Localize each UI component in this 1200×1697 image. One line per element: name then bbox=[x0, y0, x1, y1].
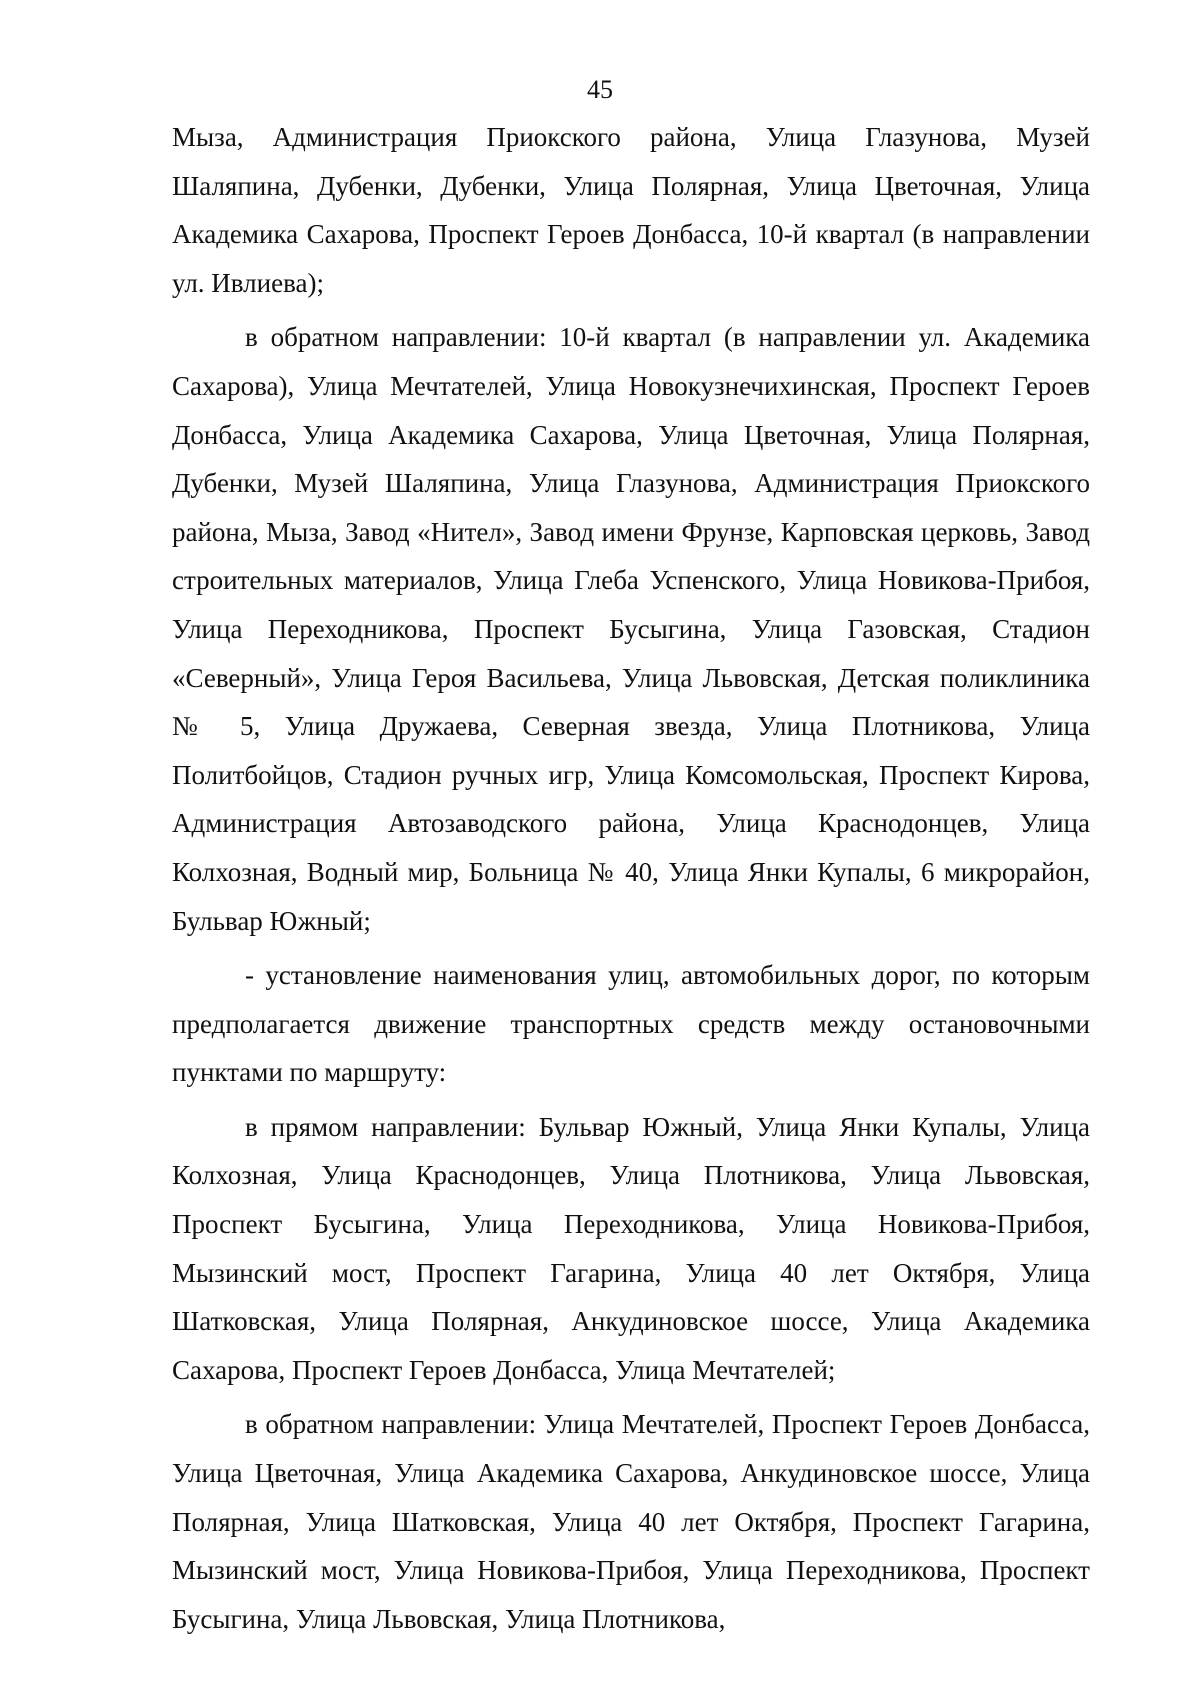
page-number: 45 bbox=[587, 75, 613, 104]
paragraph-continuation: Мыза, Администрация Приокского района, Улица Глазунова, Музей Шаляпина, Дубенки, Дубенки, Улица Полярная, Улица Цветочная, Улица Академика Сахарова, Проспект Героев Донбасса, 10-й квартал (в направлении ул. Ивлиева); bbox=[172, 122, 1090, 298]
paragraph-reverse-direction-streets: в обратном направлении: Улица Мечтателей, Проспект Героев Донбасса, Улица Цветочная, Улица Академика Сахарова, Анкудиновское шоссе, Улица Полярная, Улица Шатковская, Улица 40 лет Октября, Проспект Гагарина, Мызинский мост, Улица Новикова-Прибоя, Улица Переходникова, Проспект Бусыгина, Улица Львовская, Улица Плотникова, bbox=[172, 1409, 1090, 1634]
document-body bbox=[172, 113, 1090, 1649]
paragraph-street-names-intro: - установление наименования улиц, автомобильных дорог, по которым предполагается движение транспортных средств между остановочными пунктами по маршруту: bbox=[172, 960, 1090, 1088]
paragraph-reverse-direction-stops: в обратном направлении: 10-й квартал (в направлении ул. Академика Сахарова), Улица Мечтателей, Улица Новокузнечихинская, Проспект Героев Донбасса, Улица Академика Сахарова, Улица Цветочная, Улица Полярная, Дубенки, Музей Шаляпина, Улица Глазунова, Администрация Приокского района, Мыза, Завод «Нител», Завод имени Фрунзе, Карповская церковь, Завод строительных материалов, Улица Глеба Успенского, Улица Новикова-Прибоя, Улица Переходникова, Проспект Бусыгина, Улица Газовская, Стадион «Северный», Улица Героя Васильева, Улица Львовская, Детская поликлиника № 5, Улица Дружаева, Северная звезда, Улица Плотникова, Улица Политбойцов, Стадион ручных игр, Улица Комсомольская, Проспект Кирова, Администрация Автозаводского района, Улица Краснодонцев, Улица Колхозная, Водный мир, Больница № 40, Улица Янки Купалы, 6 микрорайон, Бульвар Южный; bbox=[172, 322, 1090, 936]
paragraph-forward-direction-streets: в прямом направлении: Бульвар Южный, Улица Янки Купалы, Улица Колхозная, Улица Краснодонцев, Улица Плотникова, Улица Львовская, Проспект Бусыгина, Улица Переходникова, Улица Новикова-Прибоя, Мызинский мост, Проспект Гагарина, Улица 40 лет Октября, Улица Шатковская, Улица Полярная, Анкудиновское шоссе, Улица Академика Сахарова, Проспект Героев Донбасса, Улица Мечтателей; bbox=[172, 1111, 1090, 1385]
